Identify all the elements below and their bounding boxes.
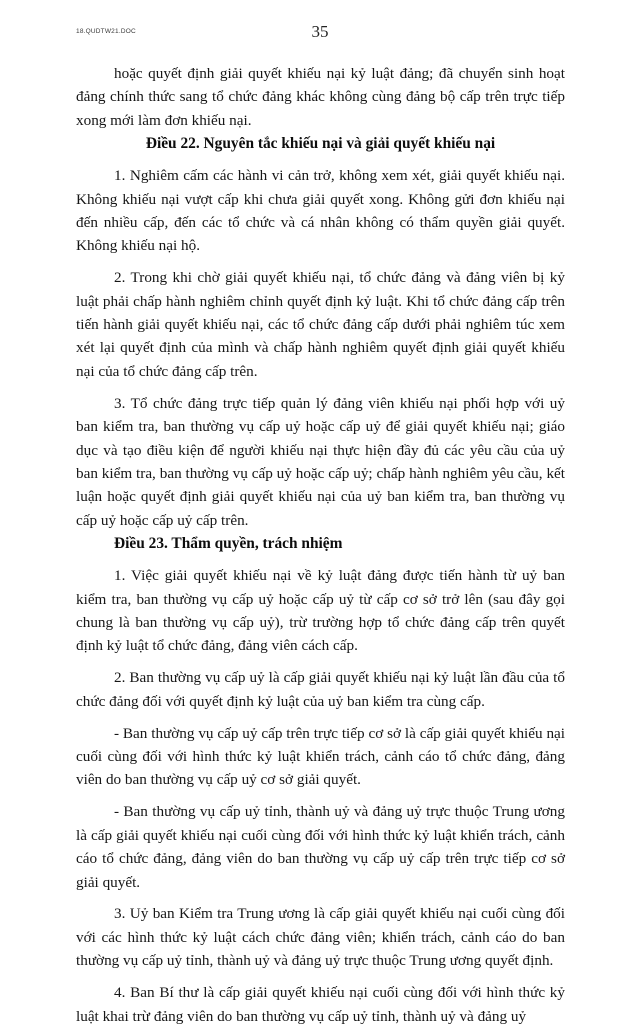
heading-dieu-22: Điều 22. Nguyên tắc khiếu nại và giải quyết khiếu nại (145, 135, 496, 153)
paragraph-23-4: 4. Ban Bí thư là cấp giải quyết khiếu nại cuối cùng đối với hình thức kỷ luật khai trừ đảng viên do ban thường vụ cấp uỷ tỉnh, thành uỷ và đảng uỷ (76, 984, 565, 1025)
paragraph-22-1: 1. Nghiêm cấm các hành vi cản trở, không xem xét, giải quyết khiếu nại. Không khiếu nại vượt cấp khi chưa giải quyết xong. Không gửi đơn khiếu nại đến nhiều cấp, đến các tổ chức và cá nhân không có thẩm quyền giải quyết. Không khiếu nại hộ. (76, 167, 565, 255)
document-code-label: 18.QUDTW21.DOC (76, 28, 136, 35)
paragraph-23-1: 1. Việc giải quyết khiếu nại về kỷ luật đảng được tiến hành từ uỷ ban kiểm tra, ban thường vụ cấp uỷ hoặc cấp uỷ từ cấp cơ sở trở lên (sau đây gọi chung là ban thường vụ cấp uỷ), trừ trường hợp tổ chức đảng cấp trên quyết định kỷ luật tổ chức đảng, đảng viên cách cấp. (76, 567, 565, 655)
heading-dieu-23: Điều 23. Thẩm quyền, trách nhiệm (114, 535, 343, 553)
paragraph-22-2: 2. Trong khi chờ giải quyết khiếu nại, tổ chức đảng và đảng viên bị kỷ luật phải chấp hành nghiêm chỉnh quyết định kỷ luật. Khi tổ chức đảng cấp trên tiến hành giải quyết khiếu nại, các tổ chức đảng cấp dưới phải nghiêm túc xem xét lại quyết định của mình và chấp hành nghiêm quyết định giải quyết khiếu nại của tổ chức đảng cấp trên. (76, 269, 565, 380)
paragraph-23-2-dash-1: - Ban thường vụ cấp uỷ cấp trên trực tiếp cơ sở là cấp giải quyết khiếu nại cuối cùng đối với hình thức kỷ luật khiển trách, cảnh cáo tổ chức đảng, đảng viên do ban thường vụ cấp uỷ cơ sở giải quyết. (76, 724, 565, 789)
paragraph-continuation: hoặc quyết định giải quyết khiếu nại kỷ luật đảng; đã chuyển sinh hoạt đảng chính thức sang tổ chức đảng khác không cùng đảng bộ cấp trên trực tiếp xong mới làm đơn khiếu nại. (76, 65, 565, 129)
document-body (76, 62, 565, 1028)
page-number: 35 (311, 22, 329, 41)
paragraph-23-2: 2. Ban thường vụ cấp uỷ là cấp giải quyết khiếu nại kỷ luật lần đầu của tổ chức đảng đối với quyết định kỷ luật của uỷ ban kiểm tra cùng cấp. (76, 669, 565, 710)
page-header (0, 22, 640, 52)
paragraph-23-2-dash-2: - Ban thường vụ cấp uỷ tỉnh, thành uỷ và đảng uỷ trực thuộc Trung ương là cấp giải quyết khiếu nại cuối cùng đối với hình thức kỷ luật khiển trách, cảnh cáo tổ chức đảng, đảng viên do ban thường vụ cấp uỷ cấp trên trực tiếp cơ sở giải quyết. (76, 803, 565, 891)
paragraph-23-3: 3. Uỷ ban Kiểm tra Trung ương là cấp giải quyết khiếu nại cuối cùng đối với các hình thức kỷ luật cách chức đảng viên; khiển trách, cảnh cáo do ban thường vụ cấp uỷ tỉnh, thành uỷ và đảng uỷ trực thuộc Trung ương quyết định. (76, 905, 565, 970)
paragraph-22-3: 3. Tổ chức đảng trực tiếp quản lý đảng viên khiếu nại phối hợp với uỷ ban kiểm tra, ban thường vụ cấp uỷ hoặc cấp uỷ để giải quyết khiếu nại; giáo dục và tạo điều kiện để người khiếu nại thực hiện đầy đủ các yêu cầu của uỷ ban kiểm tra, ban thường vụ cấp uỷ hoặc cấp uỷ; chấp hành nghiêm yêu cầu, kết luận hoặc quyết định giải quyết khiếu nại của uỷ ban kiểm tra, ban thường vụ cấp uỷ hoặc cấp uỷ cấp trên. (76, 394, 565, 529)
